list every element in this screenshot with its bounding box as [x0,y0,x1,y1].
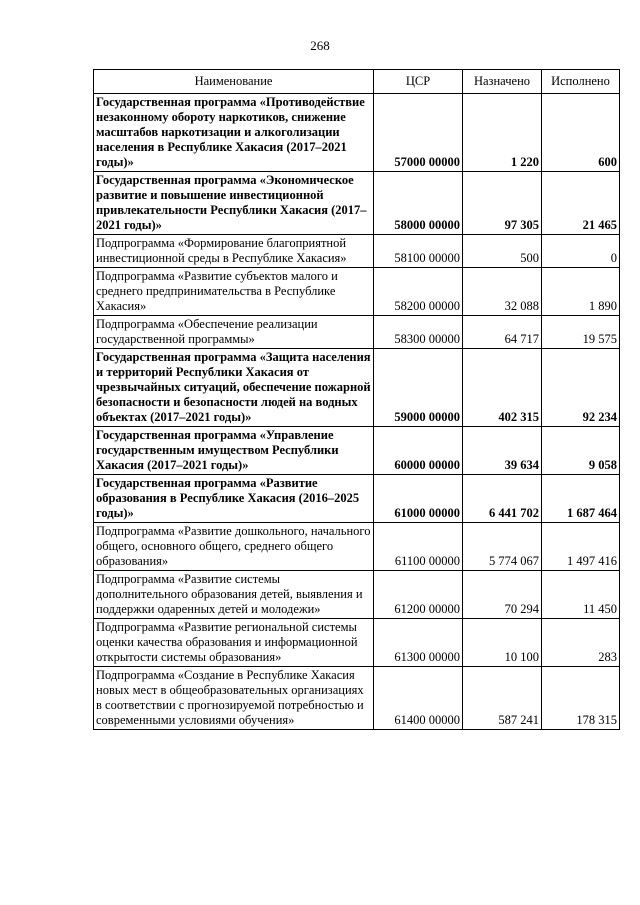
row-assigned-cell: 64 717 [463,316,542,349]
row-name-cell: Подпрограмма «Развитие дошкольного, начального общего, основного общего, среднего общего образования» [94,523,374,571]
row-name-cell: Подпрограмма «Обеспечение реализации государственной программы» [94,316,374,349]
row-csr-cell: 61400 00000 [374,667,463,730]
row-assigned-cell: 402 315 [463,349,542,427]
row-assigned-cell: 70 294 [463,571,542,619]
header-csr: ЦСР [374,70,463,94]
row-csr-cell: 58000 00000 [374,172,463,235]
row-executed-cell: 19 575 [542,316,620,349]
row-csr-cell: 61000 00000 [374,475,463,523]
row-assigned-cell: 1 220 [463,94,542,172]
row-csr-cell: 60000 00000 [374,427,463,475]
row-name-cell: Государственная программа «Управление государственным имуществом Республики Хакасия (2017–2021 годы)» [94,427,374,475]
row-name-cell: Государственная программа «Экономическое развитие и повышение инвестиционной привлекательности Республики Хакасия (2017–2021 годы)» [94,172,374,235]
row-executed-cell: 1 687 464 [542,475,620,523]
table-row [94,475,620,523]
row-executed-cell: 92 234 [542,349,620,427]
row-assigned-cell: 587 241 [463,667,542,730]
row-executed-cell: 1 890 [542,268,620,316]
row-assigned-cell: 32 088 [463,268,542,316]
row-name-cell: Государственная программа «Развитие образования в Республике Хакасия (2016–2025 годы)» [94,475,374,523]
table-row [94,619,620,667]
table-row [94,349,620,427]
row-name-cell: Подпрограмма «Развитие субъектов малого и среднего предпринимательства в Республике Хакасия» [94,268,374,316]
row-name-cell: Подпрограмма «Формирование благоприятной инвестиционной среды в Республике Хакасия» [94,235,374,268]
row-executed-cell: 11 450 [542,571,620,619]
row-csr-cell: 61100 00000 [374,523,463,571]
table-row [94,667,620,730]
row-csr-cell: 57000 00000 [374,94,463,172]
header-assigned: Назначено [463,70,542,94]
row-csr-cell: 59000 00000 [374,349,463,427]
header-name: Наименование [94,70,374,94]
table-body [94,94,620,730]
table-row [94,235,620,268]
row-csr-cell: 58100 00000 [374,235,463,268]
table-row [94,172,620,235]
table-row [94,316,620,349]
budget-execution-table [93,69,620,730]
row-executed-cell: 21 465 [542,172,620,235]
table-row [94,523,620,571]
row-assigned-cell: 10 100 [463,619,542,667]
row-name-cell: Подпрограмма «Развитие региональной системы оценки качества образования и информационной открытости системы образования» [94,619,374,667]
table-header-row [94,70,620,94]
row-csr-cell: 58300 00000 [374,316,463,349]
table-row [94,571,620,619]
row-executed-cell: 9 058 [542,427,620,475]
row-executed-cell: 0 [542,235,620,268]
page-number: 268 [310,38,330,53]
row-csr-cell: 61200 00000 [374,571,463,619]
header-executed: Исполнено [542,70,620,94]
row-name-cell: Подпрограмма «Развитие системы дополнительного образования детей, выявления и поддержки одаренных детей и молодежи» [94,571,374,619]
row-executed-cell: 600 [542,94,620,172]
row-name-cell: Государственная программа «Противодействие незаконному обороту наркотиков, снижение масштабов наркотизации и алкоголизации населения в Республике Хакасия (2017–2021 годы)» [94,94,374,172]
table-row [94,268,620,316]
row-name-cell: Подпрограмма «Создание в Республике Хакасия новых мест в общеобразовательных организациях в соответствии с прогнозируемой потребностью и современными условиями обучения» [94,667,374,730]
row-assigned-cell: 5 774 067 [463,523,542,571]
row-name-cell: Государственная программа «Защита населения и территорий Республики Хакасия от чрезвычайных ситуаций, обеспечение пожарной безопасности и безопасности людей на водных объектах (2017–2021 годы)» [94,349,374,427]
row-executed-cell: 1 497 416 [542,523,620,571]
table-row [94,427,620,475]
row-assigned-cell: 500 [463,235,542,268]
row-executed-cell: 283 [542,619,620,667]
table-row [94,94,620,172]
row-assigned-cell: 39 634 [463,427,542,475]
row-assigned-cell: 6 441 702 [463,475,542,523]
row-csr-cell: 58200 00000 [374,268,463,316]
row-executed-cell: 178 315 [542,667,620,730]
row-csr-cell: 61300 00000 [374,619,463,667]
row-assigned-cell: 97 305 [463,172,542,235]
